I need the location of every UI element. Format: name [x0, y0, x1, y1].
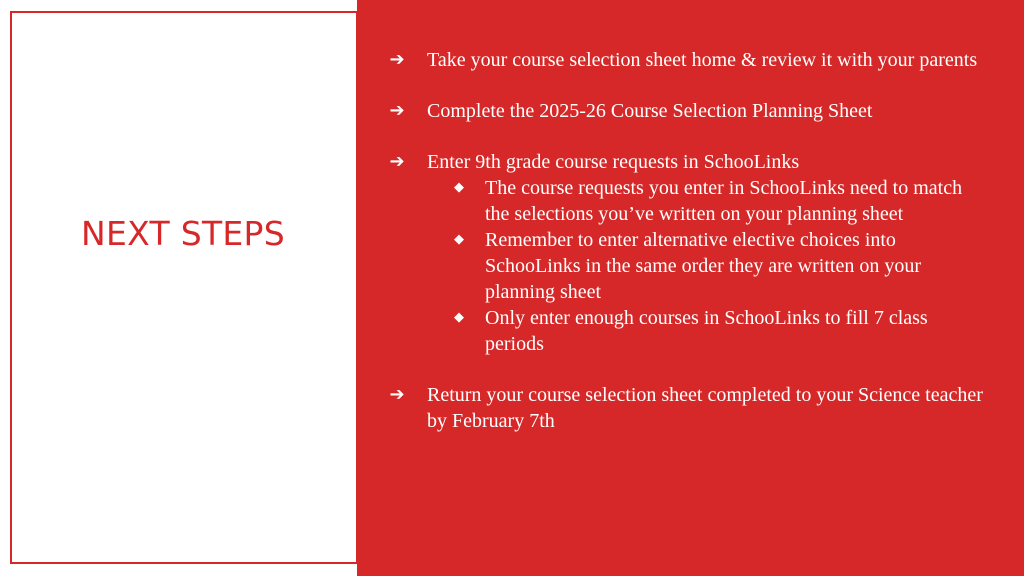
- step-item: [357, 47, 1024, 73]
- diamond-icon: ◆: [454, 232, 464, 247]
- step-text: Take your course selection sheet home & review it with your parents: [427, 49, 978, 71]
- arrow-right-icon: ➔: [389, 49, 405, 70]
- slide-title: NEXT STEPS: [80, 214, 285, 253]
- substep-item: [427, 305, 984, 357]
- substep-text: The course requests you enter in SchooLinks need to match the selections you’ve written on your planning sheet: [485, 177, 963, 225]
- diamond-icon: ◆: [454, 180, 464, 195]
- arrow-right-icon: ➔: [389, 384, 405, 405]
- step-text: Complete the 2025-26 Course Selection Planning Sheet: [427, 100, 873, 122]
- step-text: Enter 9th grade course requests in SchooLinks: [427, 151, 800, 173]
- diamond-icon: ◆: [454, 310, 464, 325]
- substep-text: Remember to enter alternative elective choices into SchooLinks in the same order they are written on your planning sheet: [485, 229, 921, 303]
- substep-text: Only enter enough courses in SchooLinks to fill 7 class periods: [485, 307, 928, 355]
- arrow-right-icon: ➔: [389, 151, 405, 172]
- substep-item: [427, 227, 984, 305]
- arrow-right-icon: ➔: [389, 100, 405, 121]
- substep-list: [427, 175, 984, 357]
- content-panel: [357, 0, 1024, 576]
- step-item: [357, 382, 1024, 434]
- step-item: [357, 149, 1024, 357]
- step-text: Return your course selection sheet completed to your Science teacher by February 7th: [427, 384, 983, 432]
- title-frame: [10, 11, 358, 564]
- steps-list: [357, 47, 1024, 459]
- step-item: [357, 98, 1024, 124]
- substep-item: [427, 175, 984, 227]
